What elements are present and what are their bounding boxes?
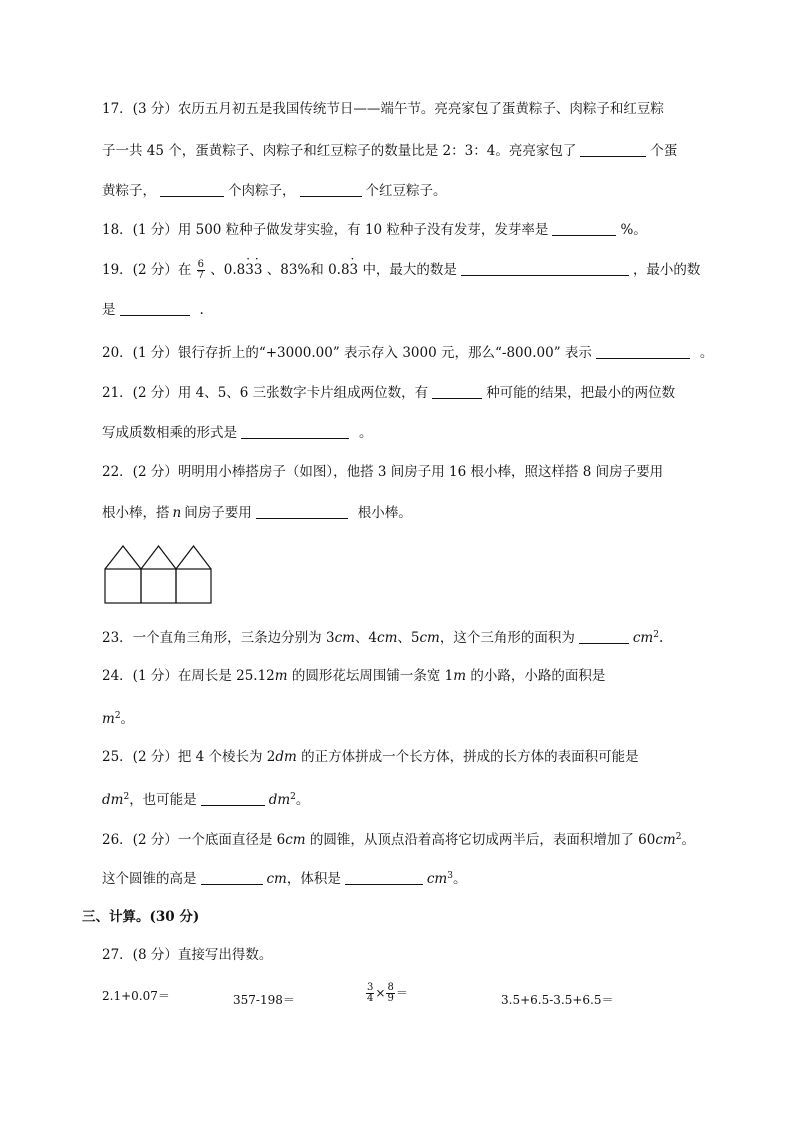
q26-text2: 的圆锥，从顶点沿着高将它切成两半后，表面积增加了 60: [305, 832, 656, 848]
q25-blank[interactable]: [201, 791, 265, 806]
q21-line2: [102, 423, 373, 443]
q26-blank2[interactable]: [345, 870, 423, 885]
q24-unit3: m: [102, 711, 115, 727]
q27-calc3: [365, 983, 408, 1004]
q22-text3: 间房子要用: [184, 505, 252, 521]
q23-unit4: cm: [632, 630, 654, 646]
q20-line: [102, 343, 713, 363]
q23-text3: 、5: [397, 630, 420, 646]
q27-frac1-num: 3: [367, 982, 374, 993]
q17-line1: [102, 99, 664, 119]
q27-equals: ＝: [395, 986, 408, 1000]
q19-frac-den: 7: [197, 270, 204, 281]
q25-text2: 的正方体拼成一个长方体，拼成的长方体的表面积可能是: [296, 749, 639, 765]
q18-line: [102, 220, 647, 240]
q27-frac1: [366, 983, 374, 1004]
q21-blank2[interactable]: [241, 424, 349, 439]
q19-repeat-digit1: · 3: [245, 260, 254, 280]
q25-unit1: dm: [275, 749, 297, 765]
q19-num2: 、83%和 0.8: [266, 262, 350, 278]
q19-repeat-digit2: · 3: [254, 260, 263, 280]
q19-line2: [102, 300, 204, 320]
q27-frac2: [386, 983, 394, 1004]
q19-frac-num: 6: [197, 259, 204, 270]
q17-text5: 个肉粽子，: [228, 183, 296, 199]
q19-line1: [102, 260, 700, 281]
house3-body: [176, 569, 211, 603]
q22-text4: 根小棒。: [357, 505, 412, 521]
q19-text3: ，最小的数: [632, 262, 701, 278]
q20-text: 20．(1 分）银行存折上的“+3000.00” 表示存入 3000 元，那么“-800.00” 表示: [102, 345, 592, 361]
q21-text3: 写成质数相乘的形式是: [102, 425, 237, 441]
q25-text: 25．(2 分）把 4 个棱长为 2: [102, 749, 276, 765]
q23-text4: ，这个三角形的面积为: [439, 630, 575, 646]
q25-sup2: 2: [290, 792, 296, 802]
q26-sup2: 3: [447, 871, 453, 881]
q23-text2: 、4: [354, 630, 378, 646]
q17-text4: 黄粽子，: [102, 183, 156, 199]
q26-sup1: 2: [675, 832, 682, 842]
section-heading: 三、计算。(30 分): [82, 909, 200, 925]
q17-blank3[interactable]: [300, 182, 362, 197]
q19-repeat-digit3: · 3: [350, 260, 359, 280]
q26-line2: [102, 866, 466, 889]
house1-body: [105, 569, 141, 603]
q20-blank[interactable]: [596, 344, 690, 359]
q19-text: 19．(2 分）在: [102, 262, 192, 278]
q27-calc2: 357-198＝: [233, 993, 295, 1007]
q19-blank2[interactable]: [120, 301, 190, 316]
q19-text5: .: [199, 302, 204, 318]
q24-sup: 2: [114, 711, 121, 721]
q18-text2: %。: [620, 222, 647, 238]
q21-text2: 种可能的结果，把最小的两位数: [486, 385, 676, 401]
q25-line1: [102, 747, 639, 767]
q26-unit1: cm: [285, 832, 306, 848]
q23-line: [102, 625, 663, 648]
house3-roof: [176, 546, 211, 569]
house1-roof: [105, 546, 141, 569]
q27-calc4: 3.5+6.5-3.5+6.5＝: [501, 993, 614, 1007]
house2-body: [141, 569, 176, 603]
q18-blank[interactable]: [552, 221, 616, 236]
q23-end: .: [658, 630, 664, 646]
q24-line1: [102, 666, 605, 686]
q23-unit1: cm: [334, 630, 355, 646]
q27-frac2-den: 9: [387, 993, 394, 1004]
q26-end1: 。: [681, 832, 695, 848]
q24-text: 24．(1 分）在周长是 25.12: [102, 668, 275, 684]
q27-frac1-den: 4: [367, 993, 374, 1004]
q24-text2: 的圆形花坛周围铺一条宽 1: [287, 668, 454, 684]
q17-blank1[interactable]: [580, 142, 646, 157]
q25-end: 。: [295, 792, 310, 808]
q26-unit2: cm: [655, 832, 676, 848]
q22-blank[interactable]: [256, 504, 348, 519]
q17-text6: 个红豆粽子。: [365, 183, 447, 199]
q25-text3: ，也可能是: [129, 792, 197, 808]
q24-text3: 的小路，小路的面积是: [466, 668, 606, 684]
q20-text2: 。: [699, 345, 714, 361]
q19-num1: 、0.8: [210, 262, 246, 278]
q27-calc1: 2.1+0.07＝: [102, 989, 170, 1003]
q18-text: 18．(1 分）用 500 粒种子做发芽实验，有 10 粒种子没有发芽，发芽率是: [102, 222, 549, 238]
q25-line2: [102, 787, 309, 810]
q26-end2: 。: [452, 871, 467, 887]
q26-text4: ，体积是: [286, 871, 341, 887]
houses-figure: [104, 544, 214, 606]
q25-unit3: dm: [268, 792, 291, 808]
q25-sup1: 2: [123, 792, 130, 802]
q26-text3: 这个圆锥的高是: [102, 871, 197, 887]
q26-text: 26．(2 分）一个底面直径是 6: [102, 832, 286, 848]
q21-blank1[interactable]: [432, 384, 482, 399]
q25-unit2: dm: [102, 792, 124, 808]
q24-unit2: m: [453, 668, 467, 684]
q22-text: 22．(2 分）明明用小棒搭房子（如图），他搭 3 间房子用 16 根小棒，照这样搭 8 间房子要用: [102, 464, 664, 480]
q21-text4: 。: [359, 425, 373, 441]
q23-blank[interactable]: [579, 629, 629, 644]
q23-unit3: cm: [419, 630, 440, 646]
q22-line2: [102, 503, 412, 523]
q27-title: 27．(8 分）直接写出得数。: [102, 947, 273, 963]
q27-frac2-num: 8: [387, 982, 394, 993]
q24-end: 。: [120, 711, 135, 727]
q17-line2: [102, 141, 677, 161]
q23-text: 23．一个直角三角形，三条边分别为 3: [102, 630, 335, 646]
q19-blank1[interactable]: [461, 261, 629, 276]
q22-line1: [102, 462, 663, 482]
q21-text: 21．(2 分）用 4、5、6 三张数字卡片组成两位数，有: [102, 385, 429, 401]
q19-text2: 中，最大的数是: [362, 262, 457, 278]
q23-sup: 2: [653, 630, 659, 640]
q17-text3: 个蛋: [650, 143, 678, 159]
q21-line1: [102, 383, 675, 403]
q27-times: ×: [375, 986, 386, 1000]
q26-line1: [102, 827, 695, 850]
q26-unit4: cm: [426, 871, 448, 887]
q17-line3: [102, 181, 447, 201]
q19-fraction: [197, 260, 205, 281]
q17-text: 17．(3 分）农历五月初五是我国传统节日——端午节。亮亮家包了蛋黄粽子、肉粽子和红豆粽: [102, 101, 664, 117]
q26-unit3: cm: [266, 871, 287, 887]
q17-text2: 子一共 45 个，蛋黄粽子、肉粽子和红豆粽子的数量比是 2：3：4。亮亮家包了: [102, 143, 577, 159]
q19-text4: 是: [102, 302, 116, 318]
q22-variable-n: n: [172, 505, 182, 521]
q24-unit1: m: [274, 668, 288, 684]
q22-text2: 根小棒，搭: [102, 505, 170, 521]
q26-blank1[interactable]: [201, 870, 263, 885]
house2-roof: [141, 546, 176, 569]
q24-line2: [102, 706, 134, 729]
q23-unit2: cm: [377, 630, 398, 646]
q17-blank2[interactable]: [160, 182, 224, 197]
